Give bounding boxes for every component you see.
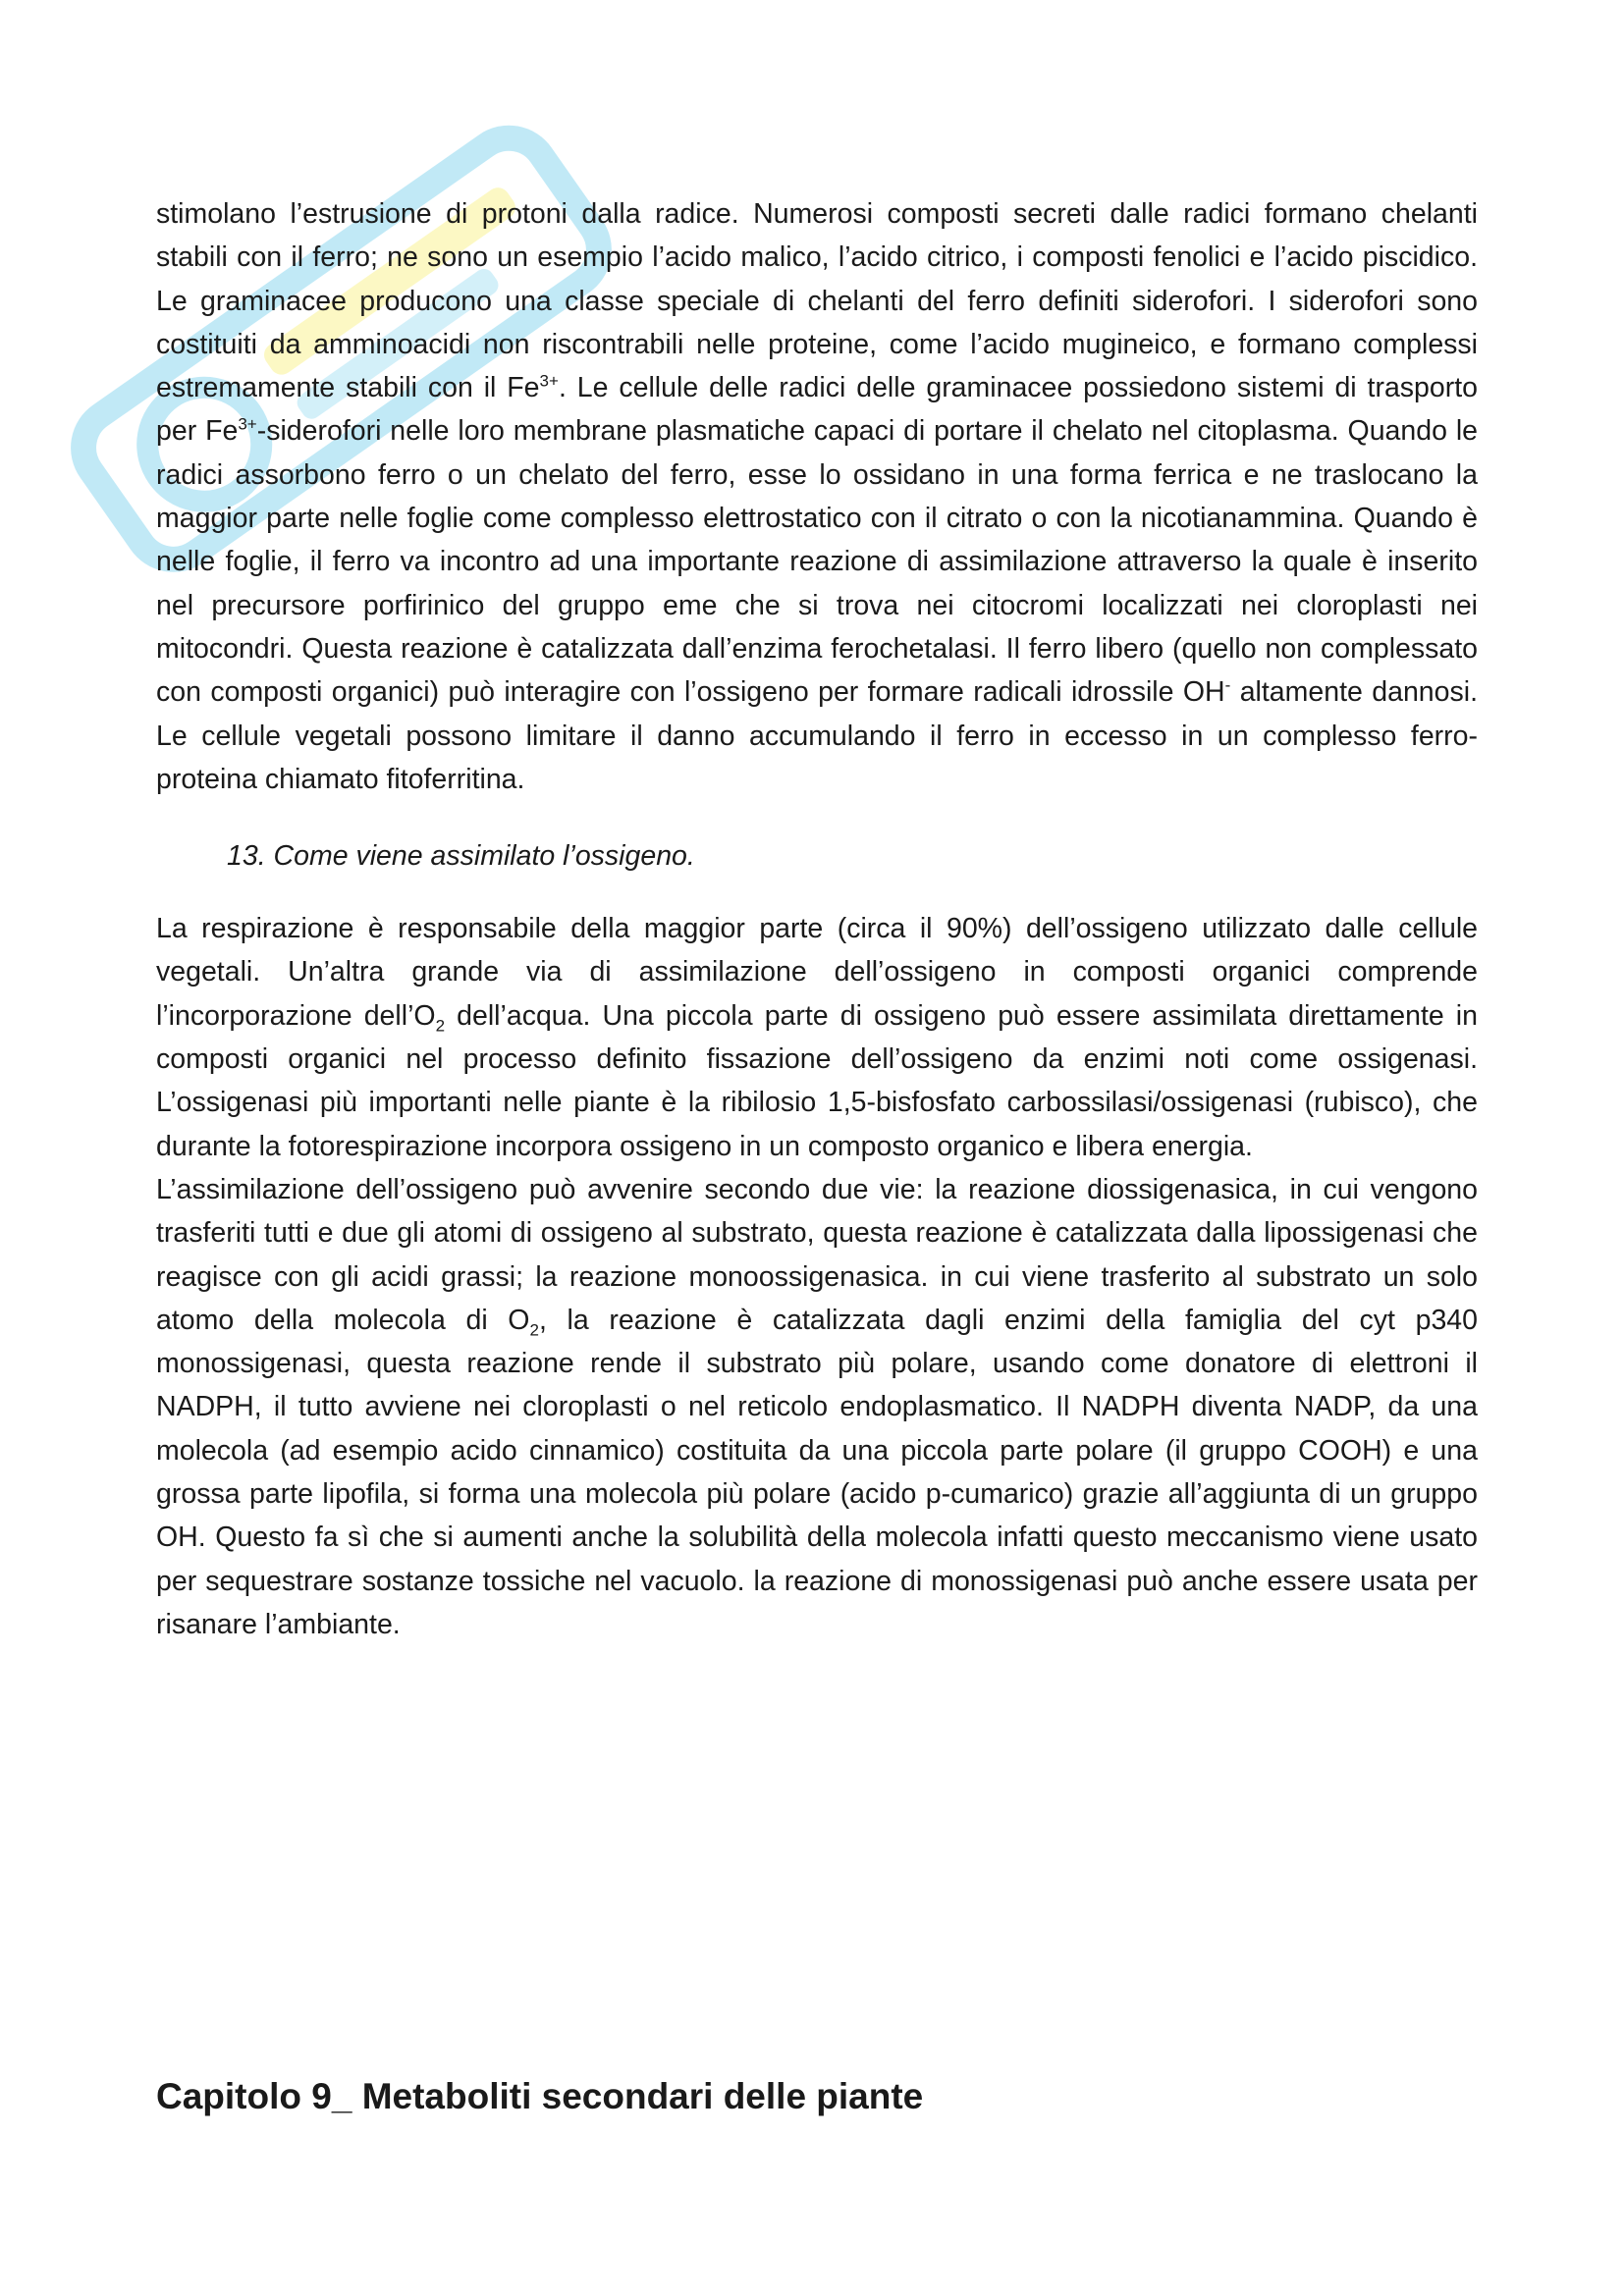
document-body (156, 192, 1478, 1646)
paragraph-iron-assimilation: stimolano l’estrusione di protoni dalla radice. Numerosi composti secreti dalle radici formano chelanti stabili con il ferro; ne sono un esempio l’acido malico, l’acido citrico, i composti fenolici e l’acido piscidico. Le graminacee producono una classe speciale di chelanti del ferro definiti siderofori. I siderofori sono costituiti da amminoacidi non riscontrabili nelle proteine, come l’acido mugineico, e formano complessi estremamente stabili con il $Fe^{3+}$. Le cellule delle radici delle graminacee possiedono sistemi di trasporto per $Fe^{3+}$-siderofori nelle loro membrane plasmatiche capaci di portare il chelato nel citoplasma. Quando le radici assorbono ferro o un chelato del ferro, esse lo ossidano in una forma ferrica e ne traslocano la maggior parte nelle foglie come complesso elettrostatico con il citrato o con la nicotianammina. Quando è nelle foglie, il ferro va incontro ad una importante reazione di assimilazione attraverso la quale è inserito nel precursore porfirinico del gruppo eme che si trova nei citocromi localizzati nei cloroplasti nei mitocondri. Questa reazione è catalizzata dall’enzima ferochetalasi. Il ferro libero (quello non complessato con composti organici) può interagire con l’ossigeno per formare radicali idrossile OH- altamente dannosi. Le cellule vegetali possono limitare il danno accumulando il ferro in eccesso in un complesso ferro-proteina chiamato fitoferritina. (156, 198, 1479, 795)
paragraph-oxygen-respiration: La respirazione è responsabile della maggior parte (circa il 90%) dell’ossigeno utilizzato dalle cellule vegetali. Un’altra grande via di assimilazione dell’ossigeno in composti organici comprende l’incorporazione $dell’O_2$ dell’acqua. Una piccola parte di ossigeno può essere assimilata direttamente in composti organici nel processo definito fissazione dell’ossigeno da enzimi noti come ossigenasi. L’ossigenasi più importanti nelle piante è la ribilosio 1,5-bisfosfato carbossilasi/ossigenasi (rubisco), che durante la fotorespirazione incorpora ossigeno in un composto organico e libera energia. (156, 913, 1478, 1162)
question-heading: 13. Come viene assimilato l’ossigeno. (227, 840, 695, 873)
chapter-title: Capitolo 9_ Metaboliti secondari delle piante (156, 2076, 924, 2116)
paragraph-oxygen-pathways: L’assimilazione dell’ossigeno può avvenire secondo due vie: la reazione diossigenasica, in cui vengono trasferiti tutti e due gli atomi di ossigeno al substrato, questa reazione è catalizzata dalla lipossigenasi che reagisce con gli acidi grassi; la reazione monoossigenasica. in cui viene trasferito al substrato un solo atomo della molecola di $O_2$, la reazione è catalizzata dagli enzimi della famiglia del cyt p340 monossigenasi, questa reazione rende il substrato più polare, usando come donatore di elettroni il NADPH, il tutto avviene nei cloroplasti o nel reticolo endoplasmatico. Il NADPH diventa NADP, da una molecola (ad esempio acido cinnamico) costituita da una piccola parte polare (il gruppo COOH) e una grossa parte lipofila, si forma una molecola più polare (acido p-cumarico) grazie all’aggiunta di un gruppo OH. Questo fa sì che si aumenti anche la solubilità della molecola infatti questo meccanismo viene usato per sequestrare sostanze tossiche nel vacuolo. la reazione di monossigenasi può anche essere usata per risanare l’ambiante. (156, 1173, 1478, 1640)
